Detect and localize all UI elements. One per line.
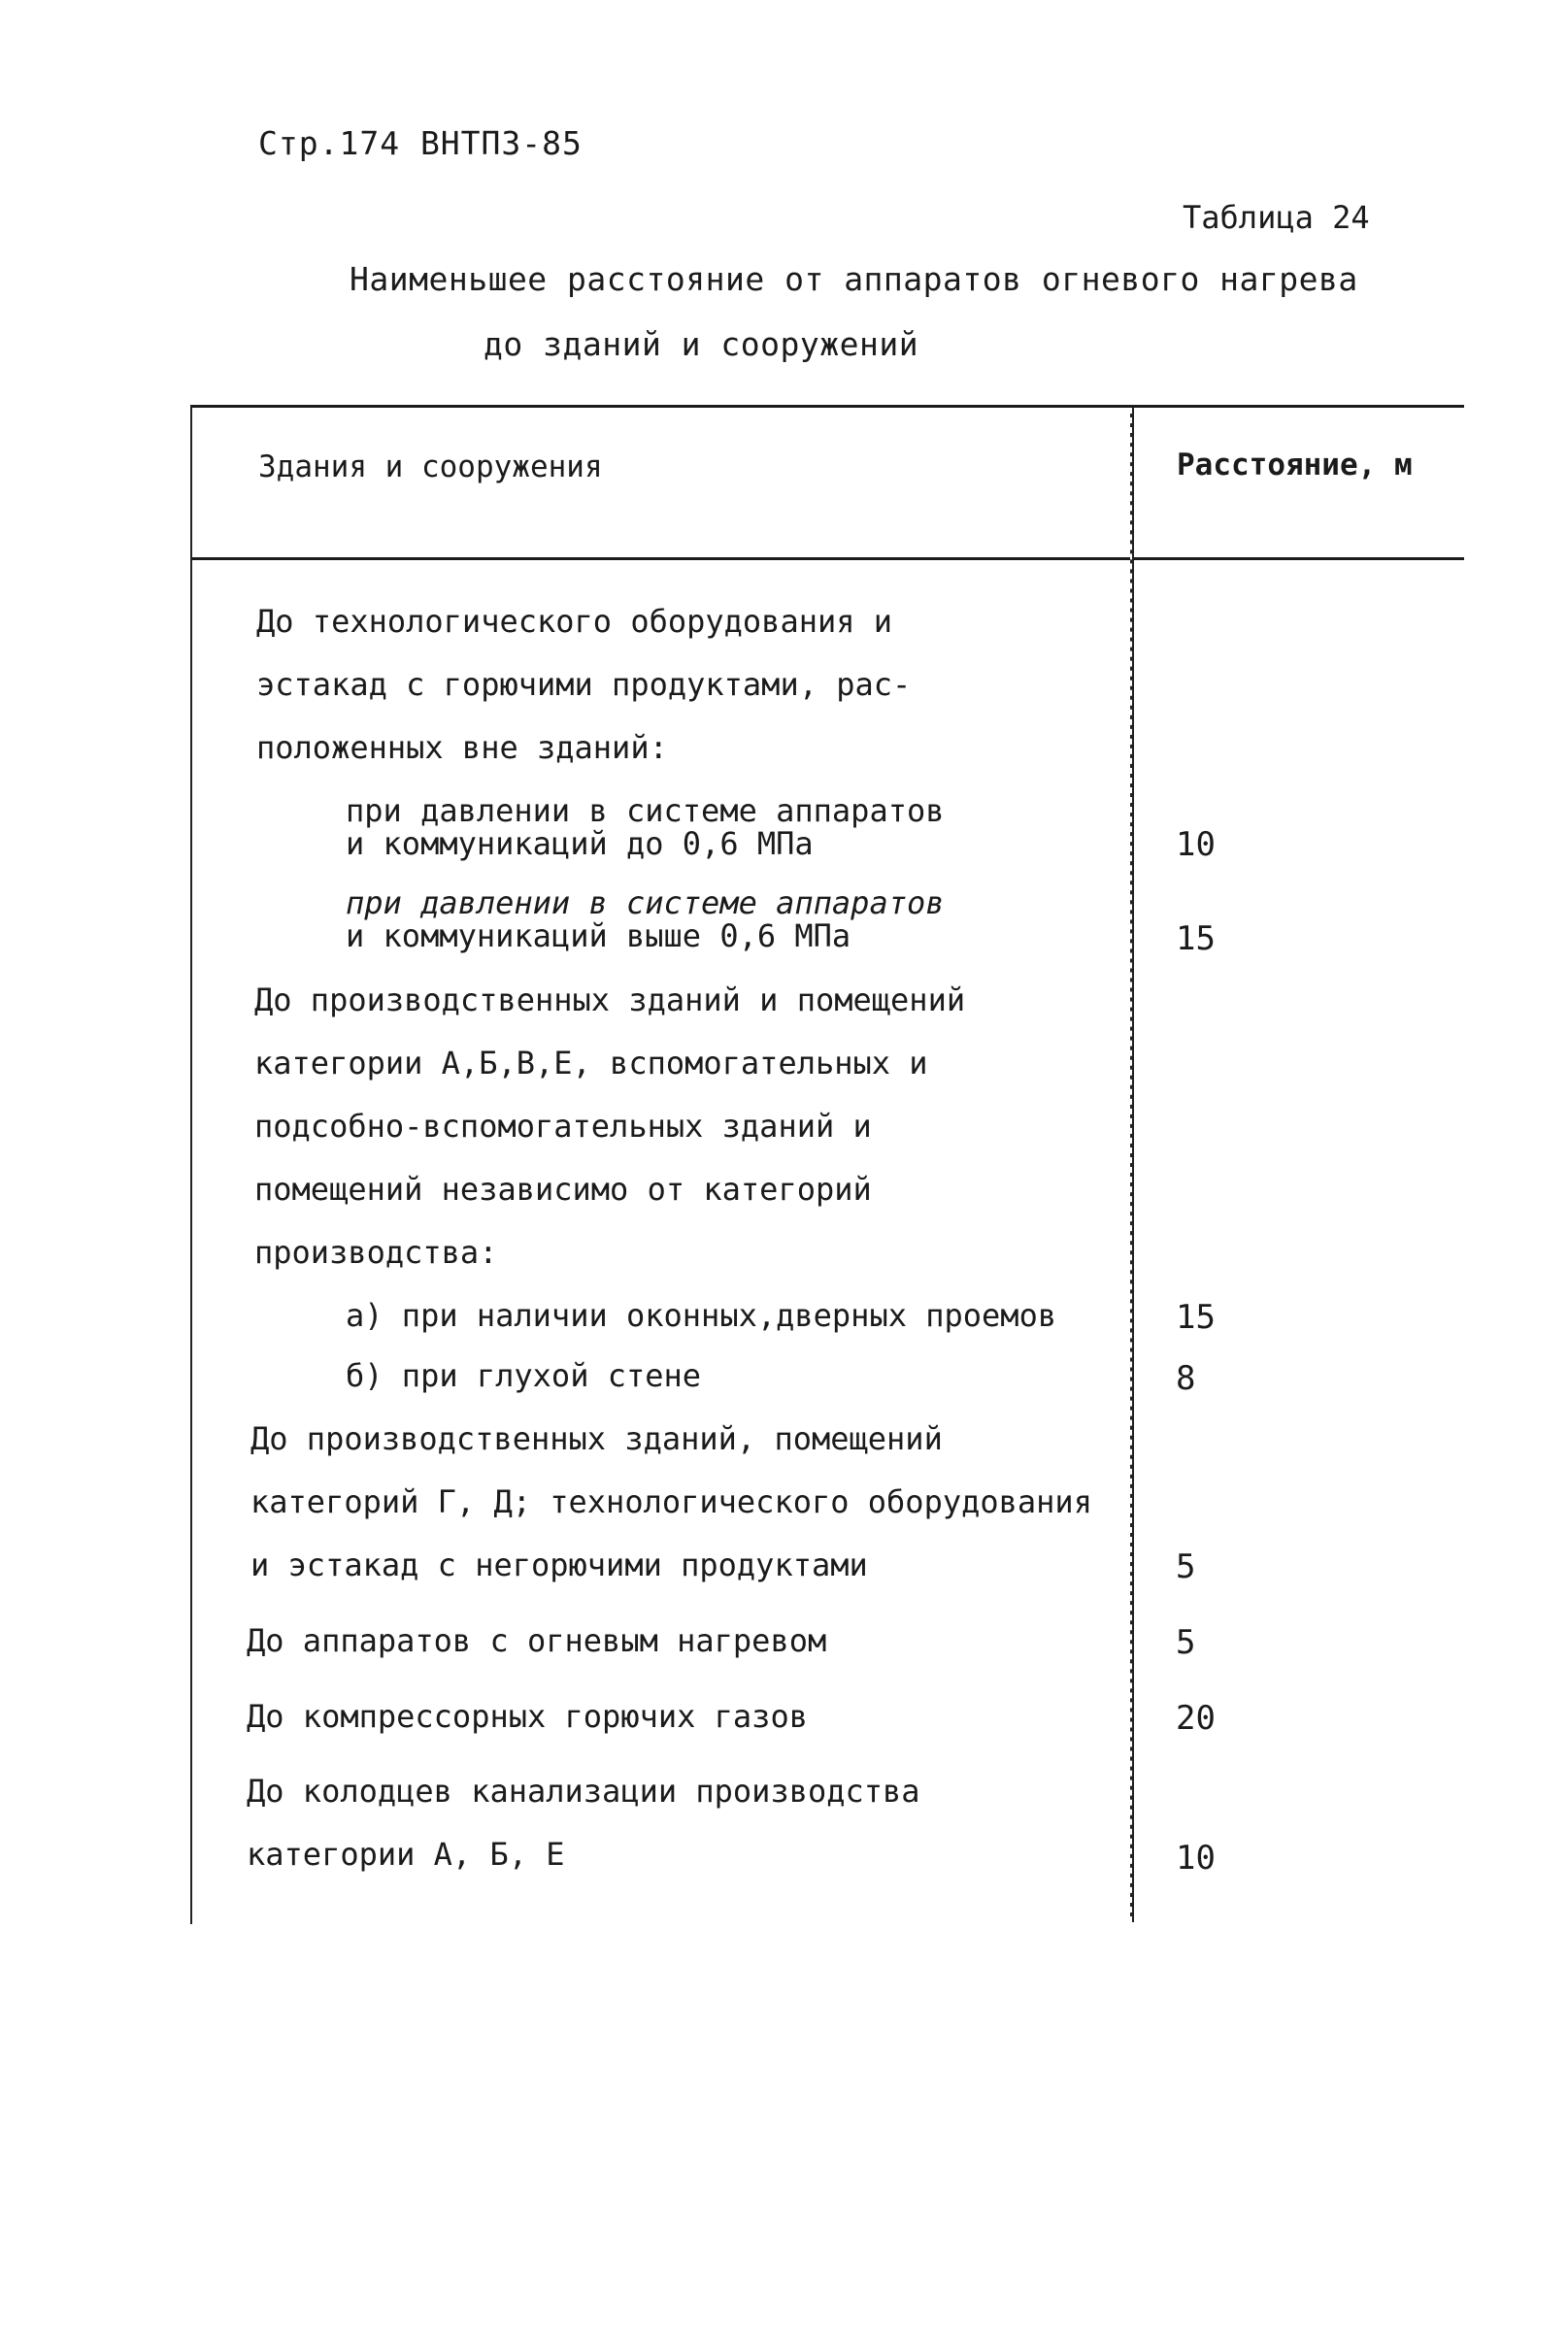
row-2a-text: а) при наличии оконных,дверных проемов bbox=[346, 1297, 1057, 1334]
row-2-line-5: производства: bbox=[254, 1234, 498, 1271]
row-4-value: 5 bbox=[1176, 1623, 1196, 1662]
row-3-value: 5 bbox=[1176, 1547, 1196, 1586]
table-column-divider bbox=[1130, 408, 1134, 1922]
row-5-text: До компрессорных горючих газов bbox=[247, 1698, 808, 1735]
row-1b-line-1: при давлении в системе аппаратов bbox=[346, 884, 945, 921]
table-left-rule bbox=[190, 408, 192, 1924]
row-1a-value: 10 bbox=[1176, 825, 1216, 864]
row-5-value: 20 bbox=[1176, 1699, 1216, 1738]
row-1a-line-2: и коммуникаций до 0,6 МПа bbox=[346, 825, 814, 862]
header-distance: Расстояние, м bbox=[1177, 448, 1413, 482]
row-4-text: До аппаратов с огневым нагревом bbox=[247, 1622, 827, 1659]
row-2b-text: б) при глухой стене bbox=[346, 1357, 702, 1394]
row-2a-value: 15 bbox=[1176, 1298, 1216, 1337]
row-1-line-2: эстакад с горючими продуктами, рас- bbox=[256, 666, 912, 703]
row-1b-line-2: и коммуникаций выше 0,6 МПа bbox=[346, 917, 851, 954]
table-title-line-2: до зданий и сооружений bbox=[484, 325, 919, 363]
row-1-line-1: До технологического оборудования и bbox=[256, 603, 893, 640]
row-3-line-2: категорий Г, Д; технологического оборудования bbox=[250, 1483, 1092, 1520]
row-6-line-1: До колодцев канализации производства bbox=[247, 1773, 920, 1810]
row-2-line-1: До производственных зданий и помещений bbox=[254, 981, 966, 1018]
row-1-line-3: положенных вне зданий: bbox=[256, 729, 668, 766]
row-3-line-1: До производственных зданий, помещений bbox=[250, 1420, 943, 1457]
table-header-rule bbox=[190, 557, 1464, 560]
row-1b-value: 15 bbox=[1176, 919, 1216, 958]
row-2-line-3: подсобно-вспомогательных зданий и bbox=[254, 1108, 872, 1145]
row-2-line-2: категории А,Б,В,Е, вспомогательных и bbox=[254, 1045, 928, 1081]
row-6-value: 10 bbox=[1176, 1839, 1216, 1878]
page-reference: Стр.174 ВНТП3-85 bbox=[258, 124, 583, 162]
row-2b-value: 8 bbox=[1176, 1359, 1196, 1398]
table-top-rule bbox=[190, 405, 1464, 408]
row-1a-line-1: при давлении в системе аппаратов bbox=[346, 792, 945, 829]
table-title-line-1: Наименьшее расстояние от аппаратов огневого нагрева bbox=[350, 260, 1358, 298]
row-6-line-2: категории А, Б, Е bbox=[247, 1836, 565, 1873]
row-3-line-3: и эстакад с негорючими продуктами bbox=[250, 1546, 868, 1583]
row-2-line-4: помещений независимо от категорий bbox=[254, 1171, 872, 1208]
header-buildings: Здания и сооружения bbox=[258, 449, 603, 484]
table-number: Таблица 24 bbox=[1183, 199, 1370, 236]
